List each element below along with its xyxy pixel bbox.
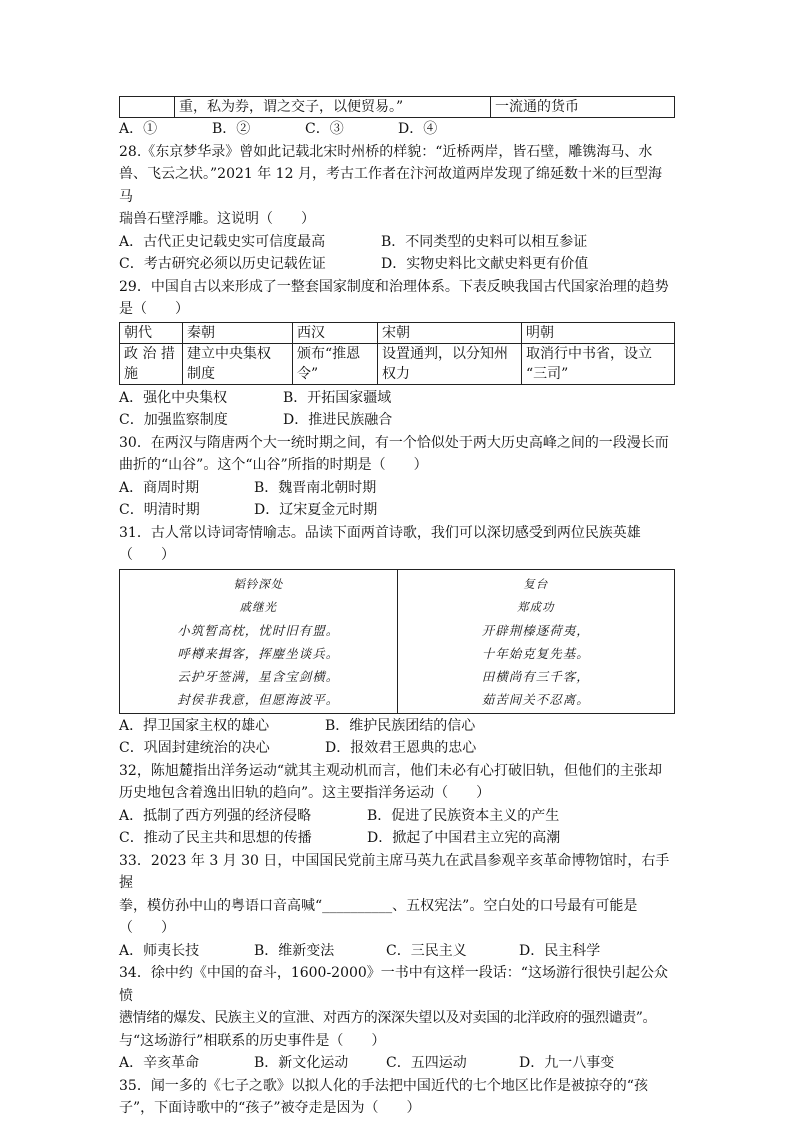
option-a[interactable]: A．抵制了西方列强的经济侵略 <box>119 807 312 824</box>
q33-options-row <box>119 940 675 963</box>
option-c[interactable]: C．巩固封建统治的决心 <box>119 740 270 756</box>
q30-options-row <box>119 499 675 522</box>
q33-stem-line: （ ） <box>119 920 175 936</box>
table-header-cell: 朝代 <box>120 322 183 343</box>
option-a[interactable]: A．① <box>119 121 158 137</box>
poem-left <box>120 569 398 713</box>
q34-stem-line: 34．徐中约《中国的奋斗，1600-2000》一书中有这样一段话：“这场游行很快引起公众愤 <box>119 965 668 1004</box>
table-cell: 取消行中书省，设立 “三司” <box>522 343 675 384</box>
option-d[interactable]: D．报效君王恩典的忠心 <box>325 740 477 756</box>
top-table-cell: 重，私为券，谓之交子，以便贸易。” <box>175 97 491 118</box>
q29-stem-line: 29．中国自古以来形成了一整套国家制度和治理体系。下表反映我国古代国家治理的趋势 <box>119 278 669 295</box>
q29-table <box>119 322 675 385</box>
option-c[interactable]: C．三民主义 <box>386 942 467 959</box>
q29-options-row <box>119 387 675 410</box>
table-header-cell: 宋朝 <box>378 322 522 343</box>
option-c[interactable]: C．考古研究必须以历史记载佐证 <box>119 256 326 272</box>
option-b[interactable]: B．② <box>212 121 251 137</box>
table-header-cell: 西汉 <box>293 322 378 343</box>
poem-line: 呼樽来揖客，挥麈坐谈兵。 <box>177 645 340 661</box>
q35-stem-line: 子”，下面诗歌中的“孩子”被夺走是因为（ ） <box>119 1100 421 1116</box>
top-table <box>119 96 675 118</box>
q31-stem-line: （ ） <box>119 547 175 563</box>
q33-stem-line: 33．2023 年 3 月 30 日，中国国民党前主席马英九在武昌参观辛亥革命博物馆时，右手握 <box>119 852 670 891</box>
q28-stem-line: 瑞兽石壁浮雕。这说明（ ） <box>119 211 315 227</box>
poem-line: 茹苦间关不忍离。 <box>481 691 590 707</box>
q28-stem-line: 兽、飞云之状。”2021 年 12 月，考古工作者在汴河故道两岸发现了绵延数十米的巨型海马 <box>119 166 662 205</box>
top-table-cell: 一流通的货币 <box>491 97 675 118</box>
option-d[interactable]: D．④ <box>398 121 438 137</box>
option-b[interactable]: B．维护民族团结的信心 <box>325 717 476 734</box>
option-b[interactable]: B．不同类型的史料可以相互参证 <box>381 233 588 250</box>
q35-stem-line: 35．闻一多的《七子之歌》以拟人化的手法把中国近代的七个地区比作是被掠夺的“孩 <box>119 1077 648 1094</box>
option-a[interactable]: A．师夷长技 <box>119 942 200 959</box>
poem-line: 云护牙签满，星含宝剑横。 <box>177 668 340 684</box>
table-cell: 设置通判，以分知州 权力 <box>378 343 522 384</box>
q31-poem-table <box>119 569 675 714</box>
option-d[interactable]: D．实物史料比文献史料更有价值 <box>381 256 589 272</box>
q29-options-row <box>119 409 675 432</box>
poem-title: 韬钤深处 <box>233 576 284 591</box>
option-a[interactable]: A．古代正史记载史实可信度最高 <box>119 233 326 250</box>
q31-options-row <box>119 715 675 738</box>
option-c[interactable]: C．明清时期 <box>119 502 200 518</box>
option-d[interactable]: D．九一八事变 <box>519 1055 615 1071</box>
q32-options-row <box>119 805 675 828</box>
option-b[interactable]: B．维新变法 <box>254 942 335 959</box>
poem-line: 小筑暂高枕，忧时旧有盟。 <box>177 622 340 638</box>
q30-stem-line: 30．在两汉与隋唐两个大一统时期之间，有一个恰似处于两大历史高峰之间的一段漫长而 <box>119 434 669 451</box>
option-b[interactable]: B．新文化运动 <box>254 1055 349 1071</box>
poem-line: 田横尚有三千客， <box>481 668 590 684</box>
option-a[interactable]: A．强化中央集权 <box>119 389 228 406</box>
q28-options-row <box>119 231 675 254</box>
table-header-cell: 明朝 <box>522 322 675 343</box>
option-c[interactable]: C．加强监察制度 <box>119 412 228 428</box>
q31-stem-line: 31．古人常以诗词寄情喻志。品读下面两首诗歌，我们可以深切感受到两位民族英雄 <box>119 524 641 541</box>
q28-stem-line: 28.《东京梦华录》曾如此记载北宋时州桥的样貌：“近桥两岸，皆石壁，雕镌海马、水 <box>119 143 653 160</box>
poem-title: 复台 <box>523 576 549 591</box>
option-d[interactable]: D．掀起了中国君主立宪的高潮 <box>367 830 561 846</box>
q30-stem-line: 曲折的“山谷”。这个“山谷”所指的时期是（ ） <box>119 457 428 473</box>
top-table-cell <box>120 97 175 118</box>
q34-stem-line: 与“这场游行”相联系的历史事件是（ ） <box>119 1032 386 1049</box>
table-row-label: 政 治 措 施 <box>120 343 183 384</box>
option-d[interactable]: D．推进民族融合 <box>283 412 393 428</box>
option-a[interactable]: A．商周时期 <box>119 479 200 496</box>
q27-options <box>119 118 675 141</box>
option-b[interactable]: B．魏晋南北朝时期 <box>254 479 377 496</box>
option-c[interactable]: C．推动了民主共和思想的传播 <box>119 830 312 846</box>
option-b[interactable]: B．开拓国家疆域 <box>283 389 392 406</box>
q32-options-row <box>119 827 675 850</box>
q33-stem-line: 拳，模仿孙中山的粤语口音高喊“__________、五权宪法”。空白处的口号最有可能是 <box>119 897 638 914</box>
exam-page <box>119 96 675 1120</box>
poem-author: 戚继光 <box>239 599 277 614</box>
table-cell: 颁布“推恩 令” <box>293 343 378 384</box>
option-a[interactable]: A．辛亥革命 <box>119 1055 200 1071</box>
option-b[interactable]: B．促进了民族资本主义的产生 <box>367 807 560 824</box>
poem-line: 十年始克复先基。 <box>481 645 590 661</box>
poem-line: 开辟荆榛逐荷夷， <box>481 622 590 638</box>
q28-options-row <box>119 253 675 276</box>
poem-line: 封侯非我意，但愿海波平。 <box>177 691 340 707</box>
option-d[interactable]: D．民主科学 <box>519 942 601 959</box>
q31-options-row <box>119 737 675 760</box>
option-c[interactable]: C．五四运动 <box>386 1055 467 1071</box>
q32-stem-line: 历史地包含着逸出旧轨的趋向”。这主要指洋务运动（ ） <box>119 785 491 801</box>
option-d[interactable]: D．辽宋夏金元时期 <box>254 502 378 518</box>
table-header-cell: 秦朝 <box>183 322 293 343</box>
q29-stem-line: 是（ ） <box>119 301 189 317</box>
q34-stem-line: 懑情绪的爆发、民族主义的宣泄、对西方的深深失望以及对卖国的北洋政府的强烈谴责”。 <box>119 1010 657 1026</box>
table-cell: 建立中央集权 制度 <box>183 343 293 384</box>
q32-stem-line: 32，陈旭麓指出洋务运动“就其主观动机而言，他们未必有心打破旧轨，但他们的主张却 <box>119 762 662 779</box>
option-a[interactable]: A．捍卫国家主权的雄心 <box>119 717 270 734</box>
q34-options-row <box>119 1052 675 1075</box>
poem-author: 郑成功 <box>517 599 555 614</box>
q30-options-row <box>119 477 675 500</box>
option-c[interactable]: C．③ <box>305 121 344 137</box>
poem-right <box>397 569 675 713</box>
